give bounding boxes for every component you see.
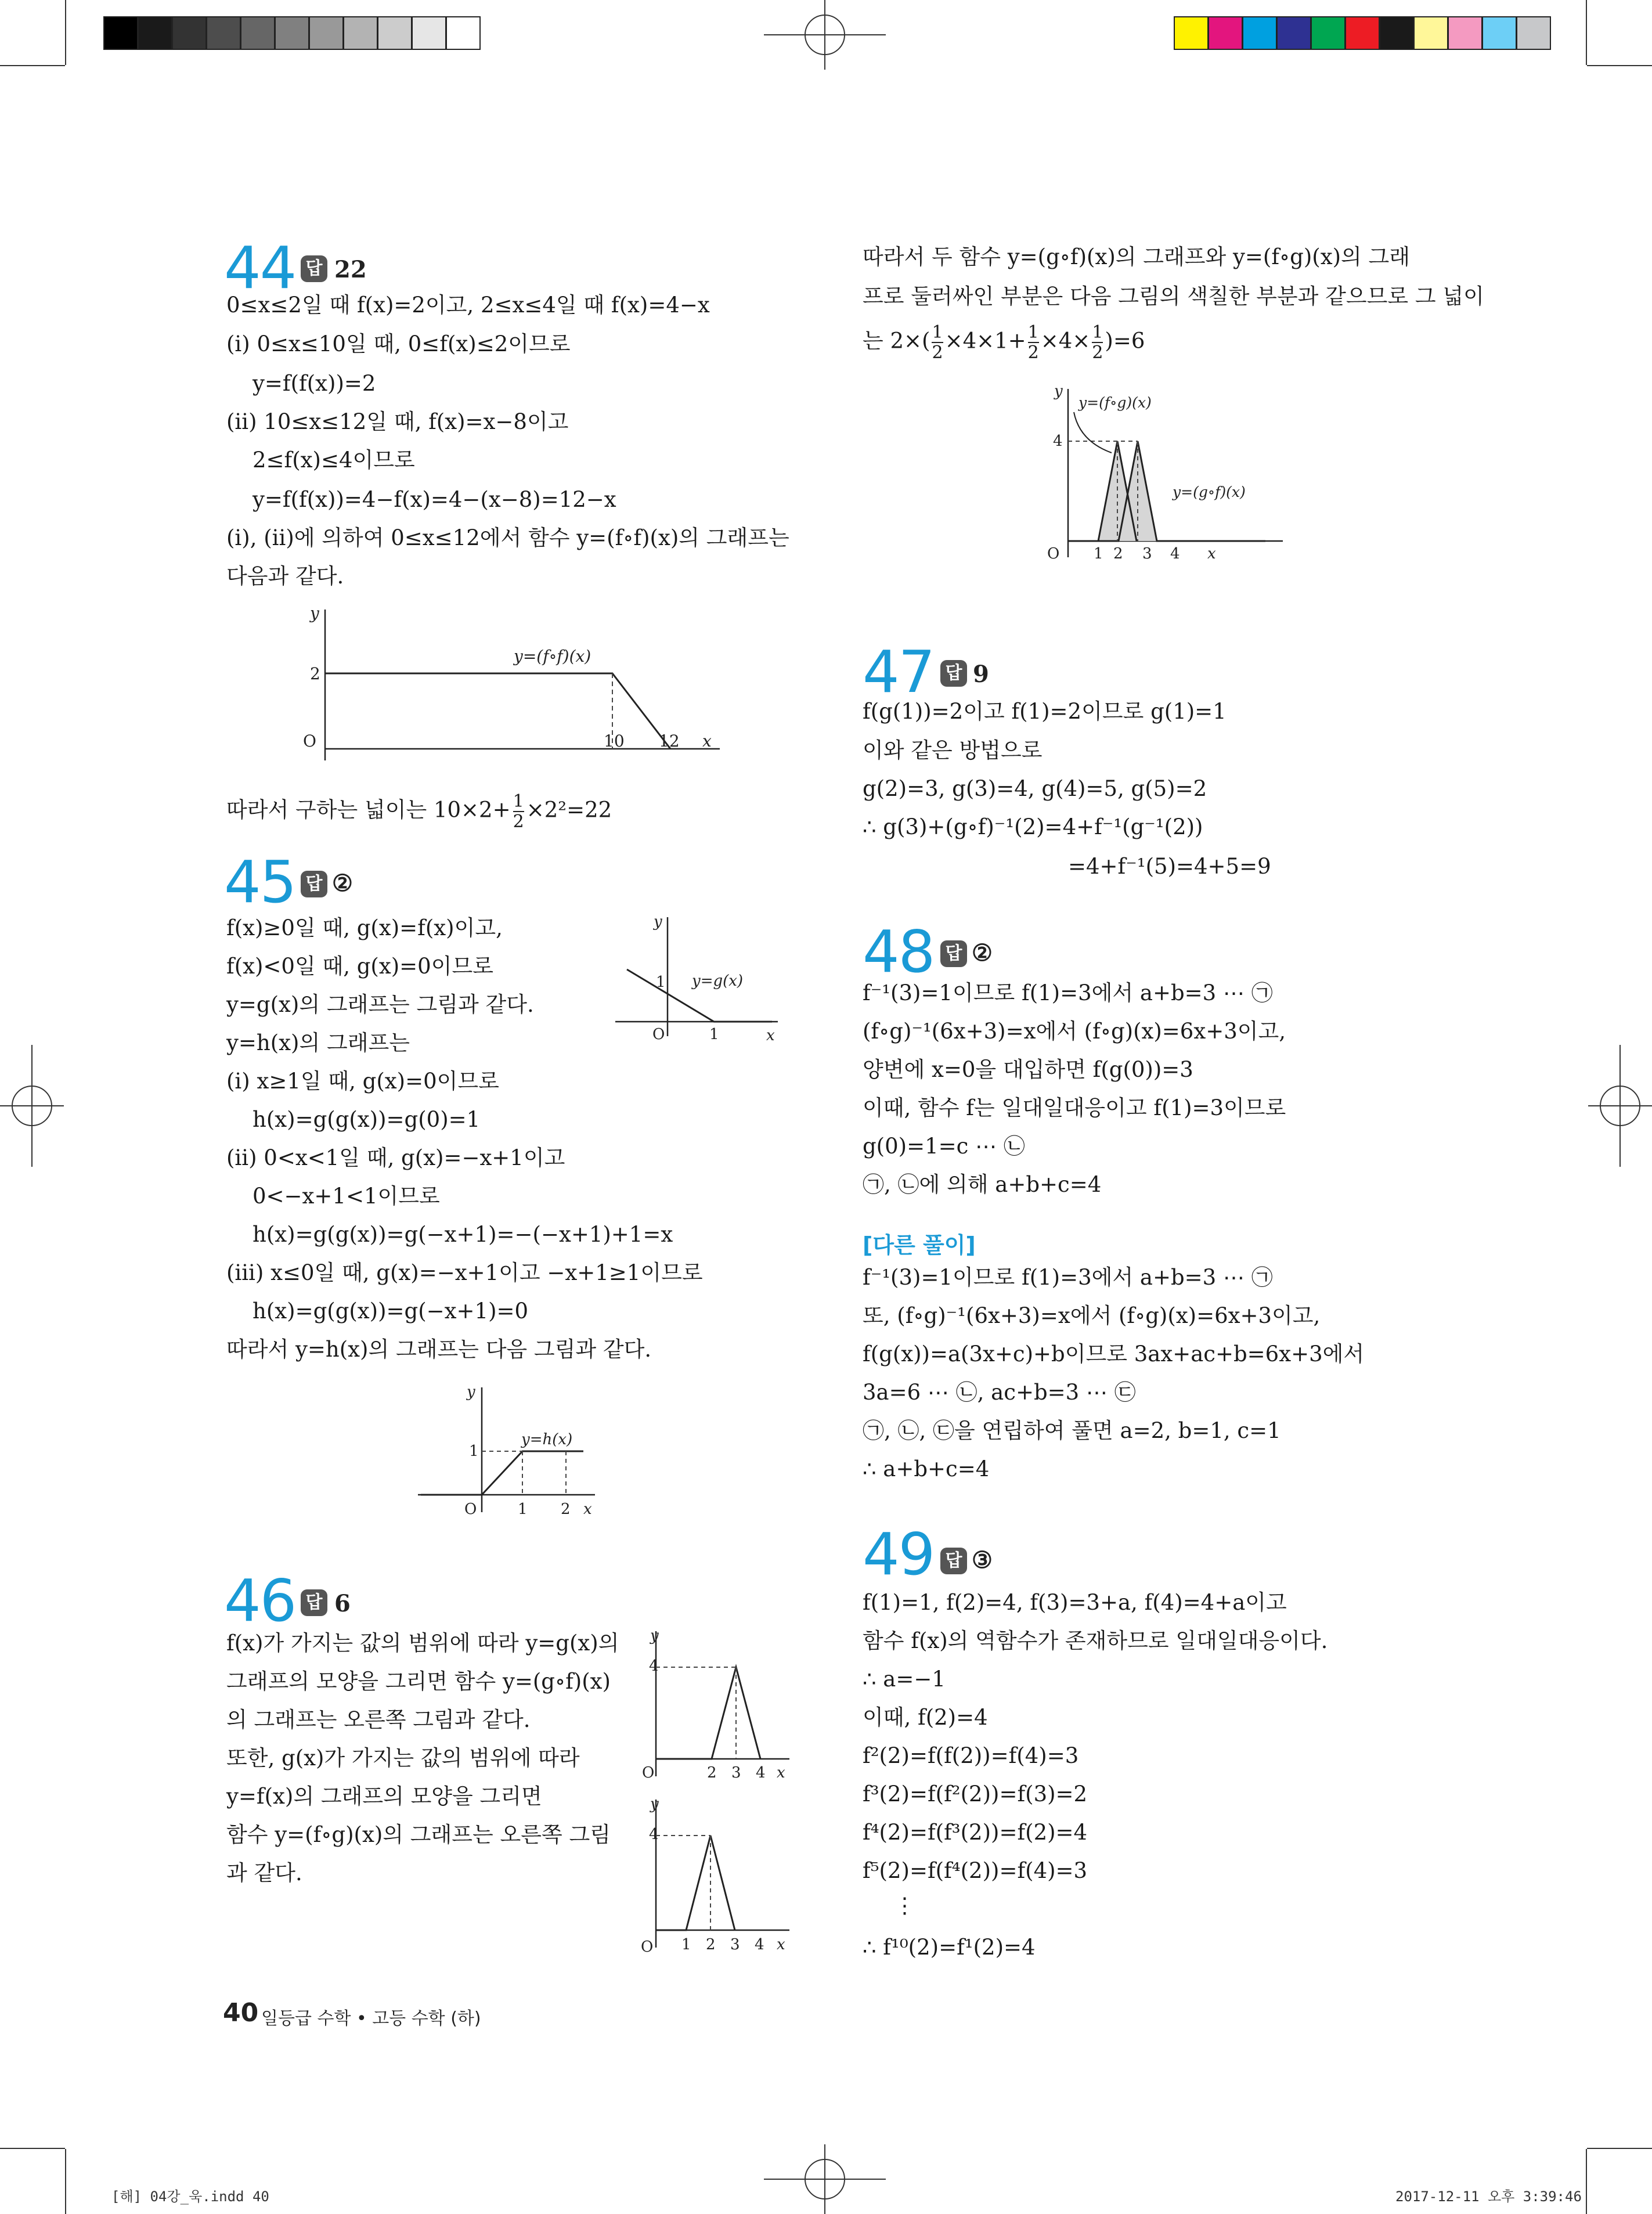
solution-line: g(2)=3, g(3)=4, g(4)=5, g(5)=2 [863, 776, 1207, 801]
solution-line: 함수 f(x)의 역함수가 존재하므로 일대일대응이다. [863, 1628, 1328, 1653]
gray-swatch [206, 16, 241, 50]
answer-value: 9 [973, 661, 989, 688]
gray-swatch [172, 16, 207, 50]
x-tick-label: 3 [730, 1936, 740, 1953]
solution-line: 과 같다. [226, 1860, 302, 1885]
crop-mark [0, 65, 65, 66]
solution-line: 이때, f(2)=4 [863, 1705, 988, 1730]
y-tick-label: 4 [1053, 432, 1063, 450]
curve-label: y=h(x) [521, 1431, 573, 1448]
fraction-denominator: 2 [1027, 342, 1039, 363]
solution-line: (ⅱ) 10≤x≤12일 때, f(x)=x−8이고 [226, 409, 569, 434]
color-swatch [1516, 16, 1551, 50]
graph-fof [290, 604, 731, 766]
solution-line: 의 그래프는 오른쪽 그림과 같다. [226, 1707, 531, 1732]
solution-line: y=f(x)의 그래프의 모양을 그리면 [226, 1784, 542, 1809]
color-swatch [1276, 16, 1311, 50]
graph-shaded-region [1033, 383, 1289, 569]
solution-line: f⁻¹(3)=1이므로 f(1)=3에서 a+b=3 ⋯ ㉠ [863, 980, 1273, 1005]
area-text: ×4× [1040, 328, 1091, 354]
answer-value: ③ [972, 1546, 993, 1574]
slug-filename: [해] 04강_욱.indd 40 [111, 2188, 269, 2205]
solution-line: f³(2)=f(f²(2))=f(3)=2 [863, 1782, 1088, 1806]
answer-value: ② [972, 939, 993, 967]
answer-value: ② [332, 870, 353, 897]
x-axis-label: x [777, 1936, 785, 1953]
y-tick-label: 1 [656, 973, 666, 991]
crop-mark [65, 0, 66, 65]
crop-mark [1586, 0, 1587, 65]
curve-label-fog: y=(f∘g)(x) [1079, 394, 1152, 411]
x-tick-label: 12 [659, 731, 680, 751]
curve-label-gof: y=(g∘f)(x) [1173, 484, 1246, 500]
fraction-numerator: 1 [1092, 322, 1103, 342]
gray-swatch [377, 16, 412, 50]
crop-mark [1587, 65, 1652, 66]
solution-line: 0<−x+1<1이므로 [253, 1184, 440, 1209]
registration-mark-left [0, 1045, 64, 1167]
solution-line: 그래프의 모양을 그리면 함수 y=(g∘f)(x) [226, 1669, 611, 1694]
conclusion-text: ×2²=22 [526, 797, 612, 823]
y-axis-label: y [650, 1627, 659, 1645]
graph-curve [656, 1836, 735, 1930]
conclusion-text: 따라서 구하는 넓이는 10×2+ [226, 797, 511, 823]
problem-number: 45 [224, 848, 296, 916]
graph-h [418, 1382, 604, 1527]
fraction-numerator: 1 [1027, 322, 1039, 342]
x-tick-label: 4 [756, 1764, 766, 1782]
y-tick-label: 2 [310, 664, 320, 683]
solution-line: ∴ a+b+c=4 [863, 1456, 990, 1481]
solution-line: =4+f⁻¹(5)=4+5=9 [1068, 854, 1271, 879]
x-axis-label: x [766, 1027, 775, 1044]
x-tick-label: 2 [706, 1936, 716, 1953]
solution-line: 또, (f∘g)⁻¹(6x+3)=x에서 (f∘g)(x)=6x+3이고, [863, 1303, 1321, 1328]
solution-line: ∴ g(3)+(g∘f)⁻¹(2)=4+f⁻¹(g⁻¹(2)) [863, 814, 1203, 839]
area-text: )=6 [1105, 328, 1145, 354]
gray-swatch [275, 16, 309, 50]
graph-gof [633, 1625, 795, 1788]
solution-line: 3a=6 ⋯ ㉡, ac+b=3 ⋯ ㉢ [863, 1380, 1136, 1405]
origin-label: O [652, 1026, 665, 1043]
solution-line: ∴ a=−1 [863, 1667, 946, 1692]
registration-mark-bottom [764, 2144, 886, 2214]
solution-line: 프로 둘러싸인 부분은 다음 그림의 색칠한 부분과 같으므로 그 넓이 [863, 284, 1484, 309]
y-axis-label: y [467, 1383, 475, 1401]
solution-line: f(x)<0일 때, g(x)=0이므로 [226, 954, 493, 979]
gray-swatch [446, 16, 481, 50]
solution-line: ∴ f¹⁰(2)=f¹(2)=4 [863, 1935, 1036, 1960]
gray-swatch [412, 16, 446, 50]
answer-badge: 답 [940, 940, 967, 967]
solution-line: f(x)≥0일 때, g(x)=f(x)이고, [226, 915, 503, 940]
solution-line: (ⅱ) 0<x<1일 때, g(x)=−x+1이고 [226, 1145, 565, 1170]
color-swatch [1345, 16, 1380, 50]
x-tick-label: 2 [561, 1501, 571, 1518]
solution-line: (ⅲ) x≤0일 때, g(x)=−x+1이고 −x+1≥1이므로 [226, 1260, 703, 1285]
color-swatch [1448, 16, 1483, 50]
x-axis-label: x [702, 731, 712, 751]
graph-curve [421, 1451, 583, 1495]
answer-badge: 답 [301, 1589, 327, 1616]
answer-badge: 답 [940, 1548, 967, 1574]
crop-mark [65, 2149, 66, 2214]
solution-line: f⁵(2)=f(f⁴(2))=f(4)=3 [863, 1858, 1088, 1883]
x-axis-label: x [583, 1501, 592, 1518]
solution-line: ㉠, ㉡에 의해 a+b+c=4 [863, 1172, 1102, 1197]
color-swatch [1379, 16, 1414, 50]
fraction-denominator: 2 [513, 812, 524, 832]
solution-line: y=g(x)의 그래프는 그림과 같다. [226, 992, 534, 1017]
crop-mark [1586, 2149, 1587, 2214]
solution-line: f(1)=1, f(2)=4, f(3)=3+a, f(4)=4+a이고 [863, 1590, 1287, 1615]
x-tick-label: 1 [681, 1936, 691, 1953]
solution-line: 양변에 x=0을 대입하면 f(g(0))=3 [863, 1057, 1193, 1082]
answer-badge: 답 [301, 871, 327, 897]
solution-line: f⁴(2)=f(f³(2))=f(2)=4 [863, 1820, 1088, 1845]
x-tick-label: 3 [731, 1764, 741, 1782]
x-axis-label: x [1207, 545, 1216, 562]
gray-swatch [103, 16, 138, 50]
origin-label: O [303, 731, 316, 751]
problem-number: 48 [863, 918, 935, 986]
x-tick-label: 1 [709, 1026, 719, 1043]
color-swatch [1311, 16, 1346, 50]
answer-value: 6 [334, 1590, 351, 1617]
x-tick-label: 3 [1142, 545, 1152, 562]
fraction-denominator: 2 [932, 342, 943, 363]
solution-line: ㉠, ㉡, ㉢을 연립하여 풀면 a=2, b=1, c=1 [863, 1418, 1281, 1443]
fraction-numerator: 1 [932, 322, 943, 342]
solution-line: h(x)=g(g(x))=g(0)=1 [253, 1107, 481, 1132]
alt-solution-title: [다른 풀이] [863, 1232, 976, 1258]
problem-number: 44 [224, 234, 296, 302]
solution-line: 다음과 같다. [226, 564, 344, 589]
registration-mark-top [764, 0, 886, 70]
problem-number: 47 [863, 638, 935, 706]
y-axis-label: y [310, 604, 319, 623]
gray-swatch [138, 16, 172, 50]
solution-line: (ⅰ) x≥1일 때, g(x)=0이므로 [226, 1069, 499, 1094]
solution-line: (f∘g)⁻¹(6x+3)=x에서 (f∘g)(x)=6x+3이고, [863, 1019, 1286, 1044]
solution-line: f(x)가 가지는 값의 범위에 따라 y=g(x)의 [226, 1631, 619, 1656]
registration-mark-right [1588, 1045, 1652, 1167]
solution-line: g(0)=1=c ⋯ ㉡ [863, 1134, 1025, 1159]
solution-line: 따라서 y=h(x)의 그래프는 다음 그림과 같다. [226, 1337, 652, 1362]
problem-number: 46 [224, 1567, 296, 1635]
crop-mark [1587, 2148, 1652, 2149]
graph-g [609, 911, 784, 1045]
color-swatch [1174, 16, 1209, 50]
solution-line: ⋮ [894, 1893, 915, 1918]
origin-label: O [641, 1938, 654, 1956]
y-tick-label: 4 [649, 1826, 659, 1843]
crop-mark [0, 2148, 65, 2149]
answer-badge: 답 [940, 660, 967, 687]
solution-line: (ⅰ), (ⅱ)에 의하여 0≤x≤12에서 함수 y=(f∘f)(x)의 그래프는 [226, 525, 789, 550]
book-title: 일등급 수학 • 고등 수학 (하) [261, 2009, 481, 2029]
problem-number: 49 [863, 1520, 935, 1588]
x-tick-label: 1 [1094, 545, 1103, 562]
y-axis-label: y [650, 1795, 659, 1813]
color-swatch [1413, 16, 1448, 50]
solution-line: 2≤f(x)≤4이므로 [253, 448, 415, 473]
origin-label: O [642, 1764, 655, 1782]
y-tick-label: 4 [649, 1657, 659, 1675]
x-tick-label: 2 [1113, 545, 1123, 562]
curve-label: y=g(x) [692, 972, 744, 990]
solution-line: f(g(1))=2이고 f(1)=2이므로 g(1)=1 [863, 699, 1227, 724]
solution-line: f⁻¹(3)=1이므로 f(1)=3에서 a+b=3 ⋯ ㉠ [863, 1265, 1273, 1290]
solution-line: 따라서 두 함수 y=(g∘f)(x)의 그래프와 y=(f∘g)(x)의 그래 [863, 244, 1411, 269]
x-tick-label: 4 [755, 1936, 764, 1953]
solution-line: h(x)=g(g(x))=g(−x+1)=0 [253, 1299, 529, 1324]
answer-badge: 답 [301, 255, 327, 282]
graph-curve [656, 1667, 760, 1759]
x-tick-label: 1 [518, 1501, 528, 1518]
solution-line: f²(2)=f(f(2))=f(4)=3 [863, 1743, 1079, 1768]
x-tick-label: 4 [1170, 545, 1180, 562]
gray-swatch [309, 16, 344, 50]
x-tick-label: 10 [604, 731, 625, 751]
solution-line: 또한, g(x)가 가지는 값의 범위에 따라 [226, 1746, 580, 1771]
color-swatch [1482, 16, 1517, 50]
conclusion-line [226, 792, 612, 831]
gray-swatch [343, 16, 378, 50]
solution-line: h(x)=g(g(x))=g(−x+1)=−(−x+1)+1=x [253, 1222, 673, 1247]
solution-line: f(g(x))=a(3x+c)+b이므로 3ax+ac+b=6x+3에서 [863, 1342, 1365, 1366]
origin-label: O [1047, 545, 1060, 562]
solution-line: y=h(x)의 그래프는 [226, 1030, 410, 1055]
curve-label: y=(f∘f)(x) [514, 647, 591, 666]
solution-line: 함수 y=(f∘g)(x)의 그래프는 오른쪽 그림 [226, 1822, 611, 1847]
solution-line: (ⅰ) 0≤x≤10일 때, 0≤f(x)≤2이므로 [226, 331, 571, 356]
area-line [863, 323, 1145, 362]
page-number: 40 [223, 1998, 259, 2028]
y-tick-label: 1 [469, 1443, 479, 1460]
solution-line: 이때, 함수 f는 일대일대응이고 f(1)=3이므로 [863, 1095, 1286, 1120]
fraction-denominator: 2 [1092, 342, 1103, 363]
y-axis-label: y [654, 913, 662, 931]
y-axis-label: y [1054, 383, 1063, 400]
solution-line: y=f(f(x))=4−f(x)=4−(x−8)=12−x [253, 487, 616, 512]
origin-label: O [464, 1501, 477, 1518]
x-tick-label: 2 [707, 1764, 717, 1782]
color-swatch [1242, 16, 1277, 50]
answer-value: 22 [334, 256, 367, 283]
solution-line: y=f(f(x))=2 [253, 371, 376, 396]
area-text: 는 2×( [863, 328, 930, 354]
gray-swatch [240, 16, 275, 50]
solution-line: 0≤x≤2일 때 f(x)=2이고, 2≤x≤4일 때 f(x)=4−x [226, 293, 710, 318]
slug-timestamp: 2017-12-11 오후 3:39:46 [1395, 2188, 1582, 2205]
solution-line: 이와 같은 방법으로 [863, 738, 1043, 763]
graph-fog [633, 1794, 795, 1962]
area-text: ×4×1+ [944, 328, 1026, 354]
fraction-numerator: 1 [513, 791, 524, 812]
color-swatch [1208, 16, 1243, 50]
x-axis-label: x [777, 1764, 785, 1782]
